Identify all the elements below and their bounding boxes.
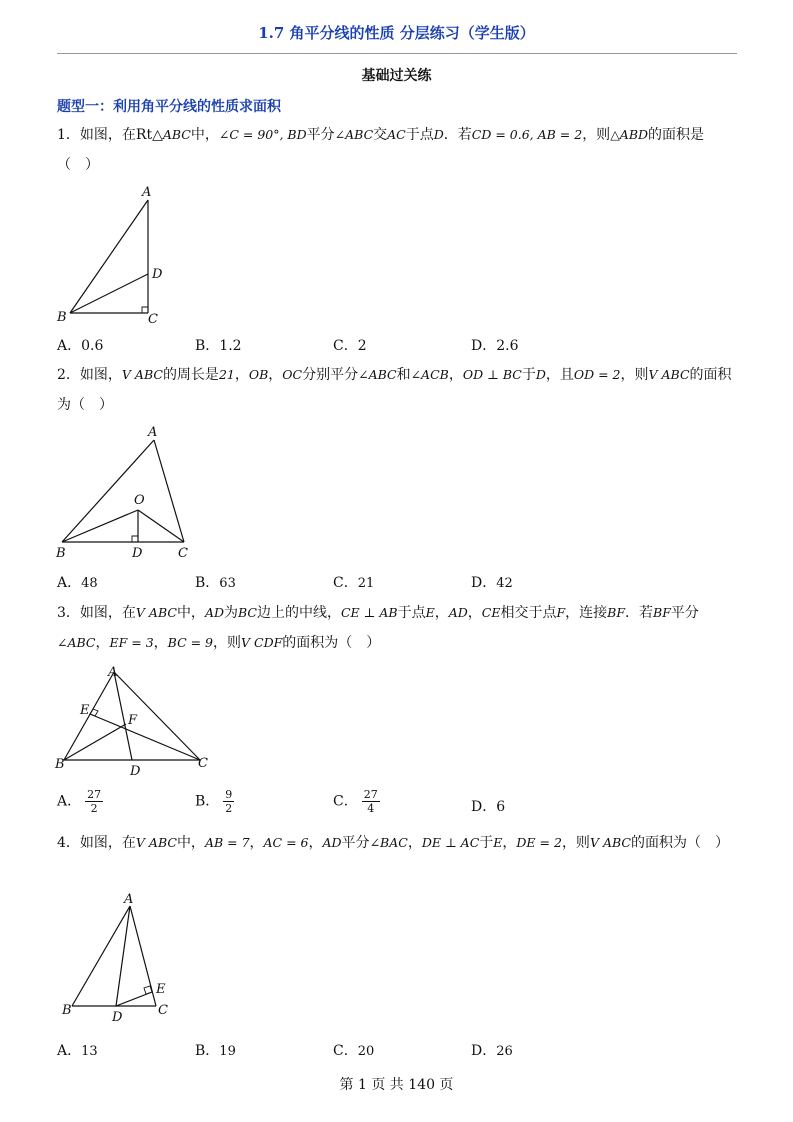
header-divider [57,53,737,54]
label-a: A [124,892,134,907]
segment-ac [114,672,200,760]
label-e: E [80,703,90,718]
segment-ac [154,440,184,542]
option-c[interactable]: C．2 [333,338,367,354]
question-type-title: 题型一：利用角平分线的性质求面积 [57,99,281,115]
page-footer: 第 1 页 共 140 页 [339,1077,454,1093]
label-a: A [108,665,118,680]
question-2-figure [50,422,200,564]
option-b[interactable]: B． $\frac{9}{2}$ [195,788,233,815]
label-c: C [148,312,158,327]
option-a[interactable]: A．48 [57,575,98,591]
label-a: A [148,425,158,440]
section-title: 基础过关练 [361,68,432,84]
option-b[interactable]: B．63 [195,575,236,591]
label-f: F [128,713,138,728]
label-c: C [158,1003,168,1018]
segment-ab [72,906,130,1006]
segment-ce [90,714,200,760]
question-3-figure [50,662,220,780]
right-angle-mark [132,536,138,542]
label-a: A [142,185,152,200]
label-d: D [130,764,141,779]
label-b: B [57,310,67,325]
question-2-options [57,572,757,598]
option-a[interactable]: A． $\frac{27}{2}$ [57,788,102,815]
option-d[interactable]: D．6 [471,799,506,815]
option-d[interactable]: D．42 [471,575,513,591]
option-a[interactable]: A．13 [57,1043,98,1059]
question-1-text: 1．如图，在Rt△ABC中，∠C = 90°, BD平分∠ABC交AC于点D．若CD = 0.6, AB = 2，则△ABD的面积是（ ） [57,127,705,173]
option-d[interactable]: D．26 [471,1043,513,1059]
question-1-figure [50,180,180,330]
label-c: C [178,546,188,561]
label-e: E [156,982,166,997]
right-angle-mark [144,986,152,994]
option-a[interactable]: A．0.6 [57,338,104,354]
question-4-options [57,1040,757,1066]
option-b[interactable]: B．19 [195,1043,236,1059]
question-3-text: 3．如图，在V ABC中，AD为BC边上的中线，CE ⊥ AB于点E，AD，CE相交于点F，连接BF．若BF平分∠ABC，EF = 3，BC = 9，则V CDF的面积为（ ） [57,605,699,651]
segment-ob [62,510,138,542]
label-c: C [198,756,208,771]
segment-ab [62,440,154,542]
option-c[interactable]: C．21 [333,575,375,591]
option-d[interactable]: D．2.6 [471,338,519,354]
label-o: O [134,493,145,508]
question-1-options [57,335,757,361]
segment-bf [64,724,126,760]
label-d: D [112,1010,123,1025]
option-c[interactable]: C．20 [333,1043,375,1059]
question-4-text: 4．如图，在V ABC中，AB = 7，AC = 6，AD平分∠BAC，DE ⊥ AC于E，DE = 2，则V ABC的面积为（ ） [57,835,729,851]
label-b: B [55,757,65,772]
option-c[interactable]: C． $\frac{27}{4}$ [333,788,378,815]
label-d: D [152,267,163,282]
segment-ad [116,906,130,1006]
document-title: 1.7 角平分线的性质 分层练习（学生版） [258,24,535,42]
label-b: B [62,1003,72,1018]
segment-oc [138,510,184,542]
option-b[interactable]: B．1.2 [195,338,242,354]
label-b: B [56,546,66,561]
question-4-figure [50,890,190,1030]
right-angle-mark [90,709,98,716]
question-3-options [57,788,757,824]
segment-ab [70,200,148,313]
label-d: D [132,546,143,561]
segment-bd [70,274,148,313]
question-2-text: 2．如图，V ABC的周长是21，OB，OC分别平分∠ABC和∠ACB，OD ⊥ BC于D，且OD = 2，则V ABC的面积为（ ） [57,367,732,413]
